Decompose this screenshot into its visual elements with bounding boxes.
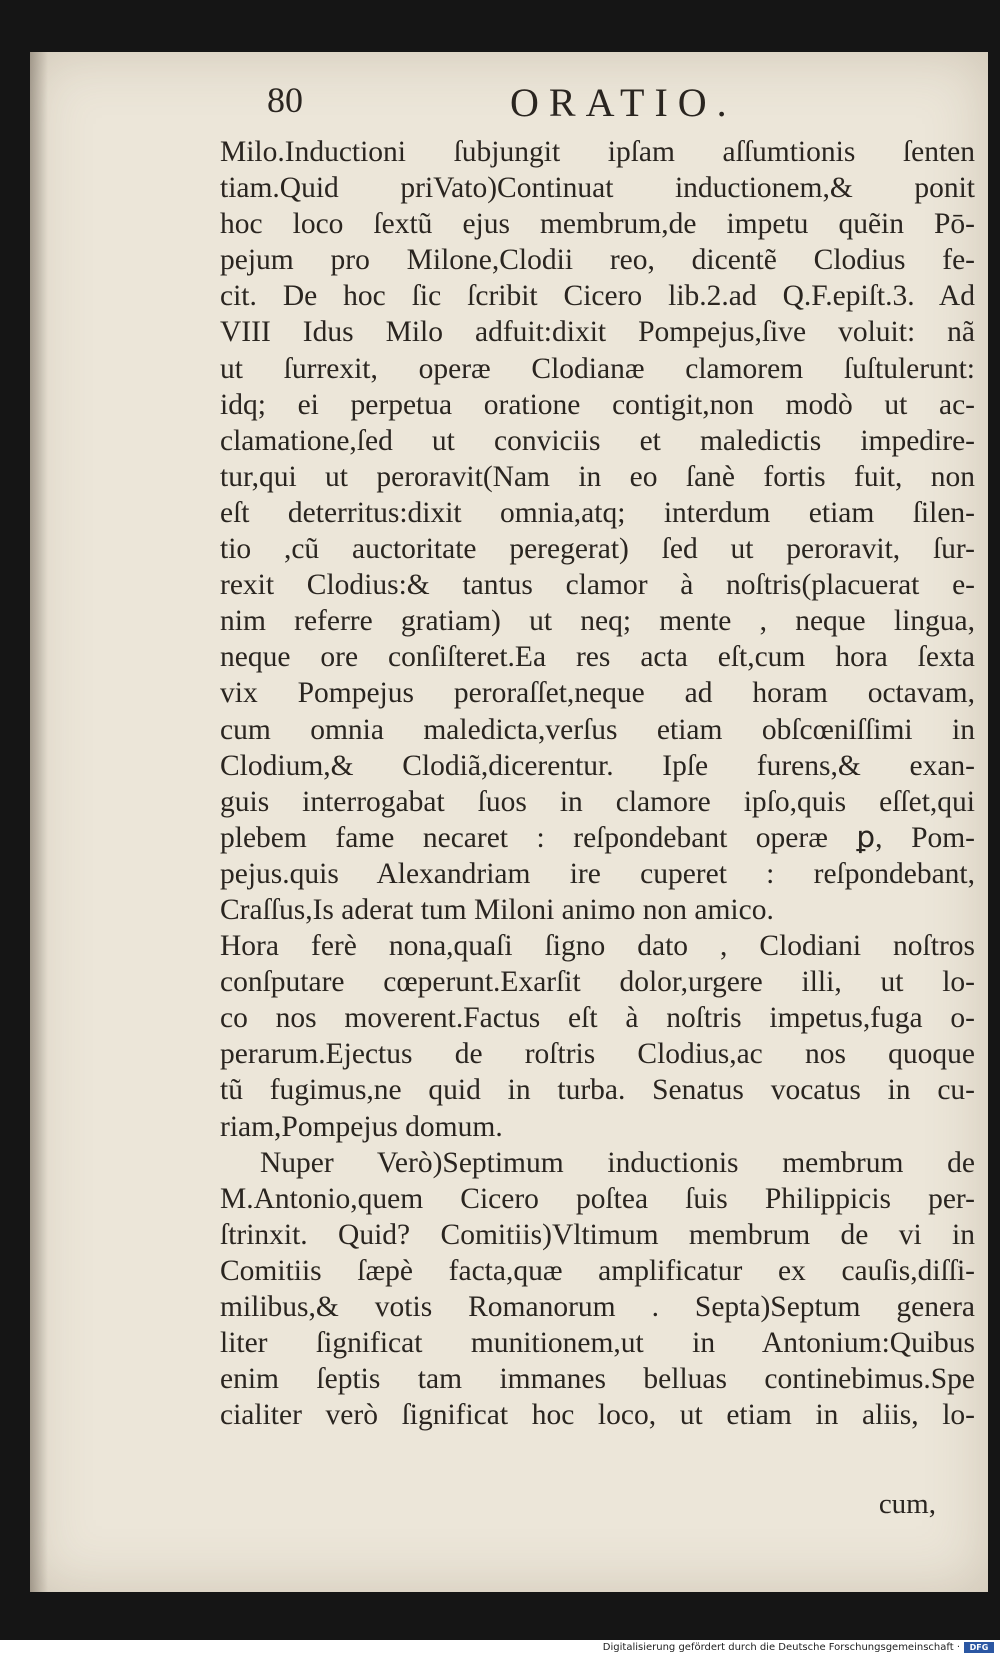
text-line: nim referre gratiam) ut neq; mente , neque lingua, (220, 605, 975, 638)
page-header (30, 79, 988, 129)
page-number: 80 (267, 80, 303, 120)
text-line: pejus.quis Alexandriam ire cuperet : reſpondebant, (220, 857, 975, 890)
text-line: Clodium,& Clodiã,dicerentur. Ipſe furens,& exan- (220, 749, 975, 782)
text-line: eſt deterritus:dixit omnia,atq; interdum etiam ſilen- (220, 496, 975, 529)
catchword: cum, (878, 1488, 936, 1520)
text-line: ut ſurrexit, operæ Clodianæ clamorem ſuſtulerunt: (220, 352, 975, 385)
text-line: clamatione,ſed ut conviciis et maledictis impedire- (220, 424, 975, 457)
text-line: Hora ferè nona,quaſi ſigno dato , Clodiani noſtros (220, 930, 975, 963)
text-line: riam,Pompejus domum. (220, 1110, 503, 1143)
text-line: VIII Idus Milo adfuit:dixit Pompejus,ſive voluit: nã (220, 316, 975, 349)
text-line: Craſſus,Is aderat tum Miloni animo non amico. (220, 893, 774, 926)
text-line: co nos moverent.Factus eſt à noſtris impetus,fuga o- (220, 1002, 975, 1035)
text-line: pejum pro Milone,Clodii reo, dicentẽ Clodius fe- (220, 244, 975, 277)
text-line: hoc loco ſextũ ejus membrum,de impetu quẽin Pō- (220, 208, 975, 241)
text-line: plebem fame necaret : reſpondebant operæ ꝑ, Pom- (220, 821, 975, 854)
running-title: ORATIO. (510, 80, 737, 125)
text-line: vix Pompejus peroraſſet,neque ad horam octavam, (220, 677, 975, 710)
page-gutter-shadow (30, 52, 48, 1592)
text-line: perarum.Ejectus de roſtris Clodius,ac nos quoque (220, 1038, 975, 1071)
text-line: Comitiis ſæpè facta,quæ amplificatur ex cauſis,diſſi- (220, 1254, 975, 1287)
text-line: milibus,& votis Romanorum . Septa)Septum genera (220, 1291, 975, 1323)
dfg-logo: DFG (964, 1642, 994, 1653)
text-line: liter ſignificat munitionem,ut in Antonium:Quibus (220, 1327, 975, 1360)
text-line: Milo.Inductioni ſubjungit ipſam aſſumtionis ſenten (220, 136, 975, 168)
text-line: Nuper Verò)Septimum inductionis membrum de (260, 1146, 975, 1179)
funding-credit: Digitalisierung gefördert durch die Deutsche Forschungsgemeinschaft · (602, 1642, 960, 1653)
text-line: tur,qui ut peroravit(Nam in eo ſanè fortis fuit, non (220, 460, 975, 493)
text-line: enim ſeptis tam immanes belluas continebimus.Spe (220, 1363, 975, 1396)
text-line: M.Antonio,quem Cicero poſtea ſuis Philippicis per- (220, 1182, 975, 1215)
text-line: cum omnia maledicta,verſus etiam obſcœniſſimi in (220, 713, 975, 746)
text-line: cialiter verò ſignificat hoc loco, ut etiam in aliis, lo- (220, 1399, 975, 1432)
text-line: cit. De hoc ſic ſcribit Cicero lib.2.ad Q.F.epiſt.3. Ad (220, 280, 975, 313)
text-line: conſputare cœperunt.Exarſit dolor,urgere illi, ut lo- (220, 966, 975, 999)
text-line: tiam.Quid priVato)Continuat inductionem,& ponit (220, 172, 975, 205)
digitization-footer (0, 1640, 1000, 1655)
text-line: rexit Clodius:& tantus clamor à noſtris(placuerat e- (220, 569, 975, 602)
text-line: tũ fugimus,ne quid in turba. Senatus vocatus in cu- (220, 1074, 975, 1107)
book-page (30, 52, 988, 1592)
text-line: guis interrogabat ſuos in clamore ipſo,quis eſſet,qui (220, 785, 975, 818)
commentary-text (220, 134, 975, 1433)
text-line: tio ,cũ auctoritate peregerat) ſed ut peroravit, ſur- (220, 533, 975, 566)
text-line: ſtrinxit. Quid? Comitiis)Vltimum membrum de vi in (220, 1218, 975, 1251)
text-line: idq; ei perpetua oratione contigit,non modò ut ac- (220, 388, 975, 421)
text-line: neque ore conſiſteret.Ea res acta eſt,cum hora ſexta (220, 641, 975, 674)
